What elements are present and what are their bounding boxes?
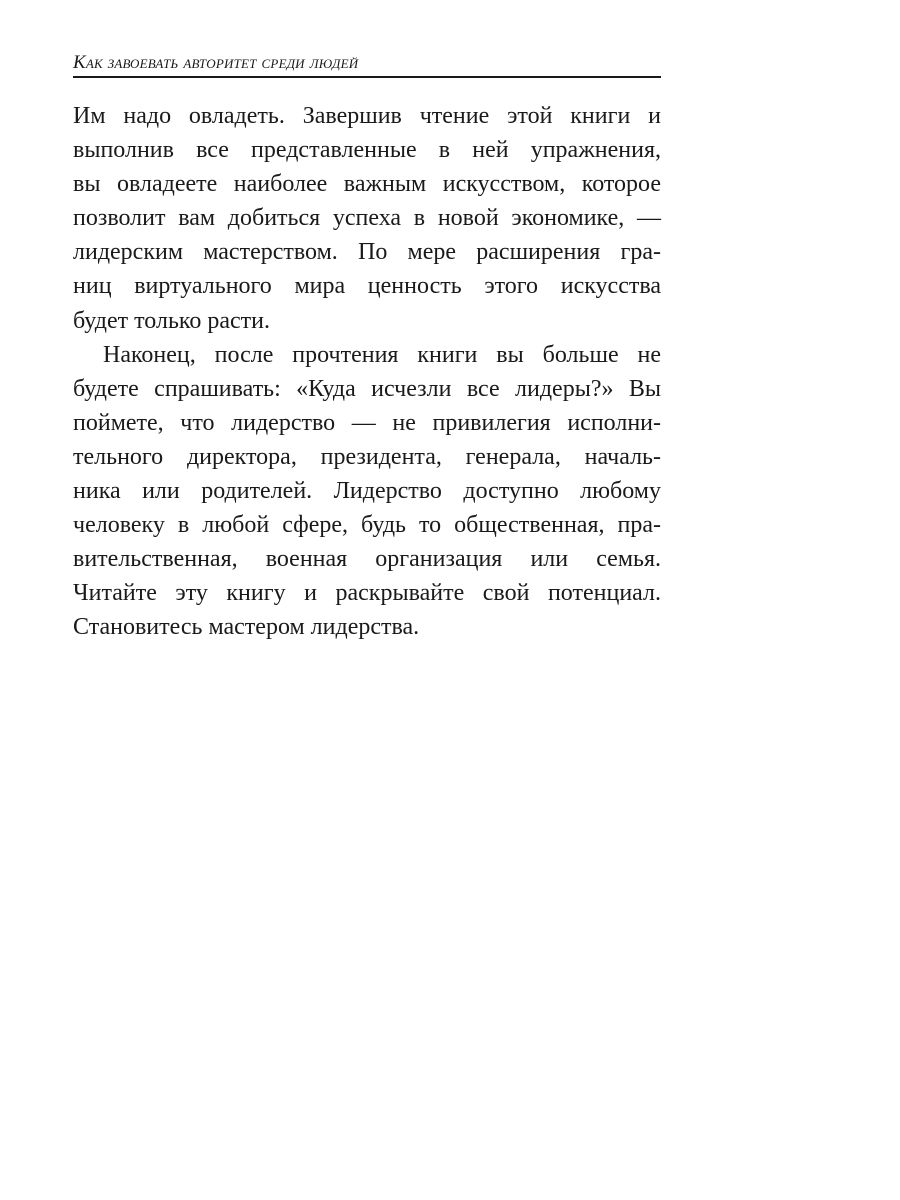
text-line: ниц виртуального мира ценность этого искусства [73, 273, 661, 300]
text-line: ника или родителей. Лидерство доступно любому [73, 478, 661, 505]
text-line: позволит вам добиться успеха в новой экономике, — [73, 205, 661, 232]
text-line: будете спрашивать: «Куда исчезли все лидеры?» Вы [73, 375, 661, 402]
text-line: вительственная, военная организация или семья. [73, 546, 661, 573]
text-line: Наконец, после прочтения книги вы больше не [103, 341, 661, 368]
running-header-title: Как завоевать авторитет среди людей [73, 52, 359, 73]
text-line: Читайте эту книгу и раскрывайте свой потенциал. [73, 580, 661, 607]
running-header [73, 54, 661, 78]
text-line: лидерским мастерством. По мере расширения гра- [73, 239, 661, 266]
text-line: человеку в любой сфере, будь то общественная, пра- [73, 512, 661, 539]
text-line: Им надо овладеть. Завершив чтение этой книги и [73, 103, 661, 129]
text-line: выполнив все представленные в ней упражнения, [73, 137, 661, 164]
text-line: поймете, что лидерство — не привилегия исполни- [73, 409, 661, 436]
page-body [73, 99, 661, 645]
paragraph-2 [73, 338, 661, 645]
text-line: будет только расти. [73, 307, 270, 334]
text-line: тельного директора, президента, генерала, началь- [73, 443, 661, 470]
paragraph-1 [73, 99, 661, 338]
text-line: Становитесь мастером лидерства. [73, 614, 420, 641]
text-line: вы овладеете наиболее важным искусством, которое [73, 171, 661, 198]
